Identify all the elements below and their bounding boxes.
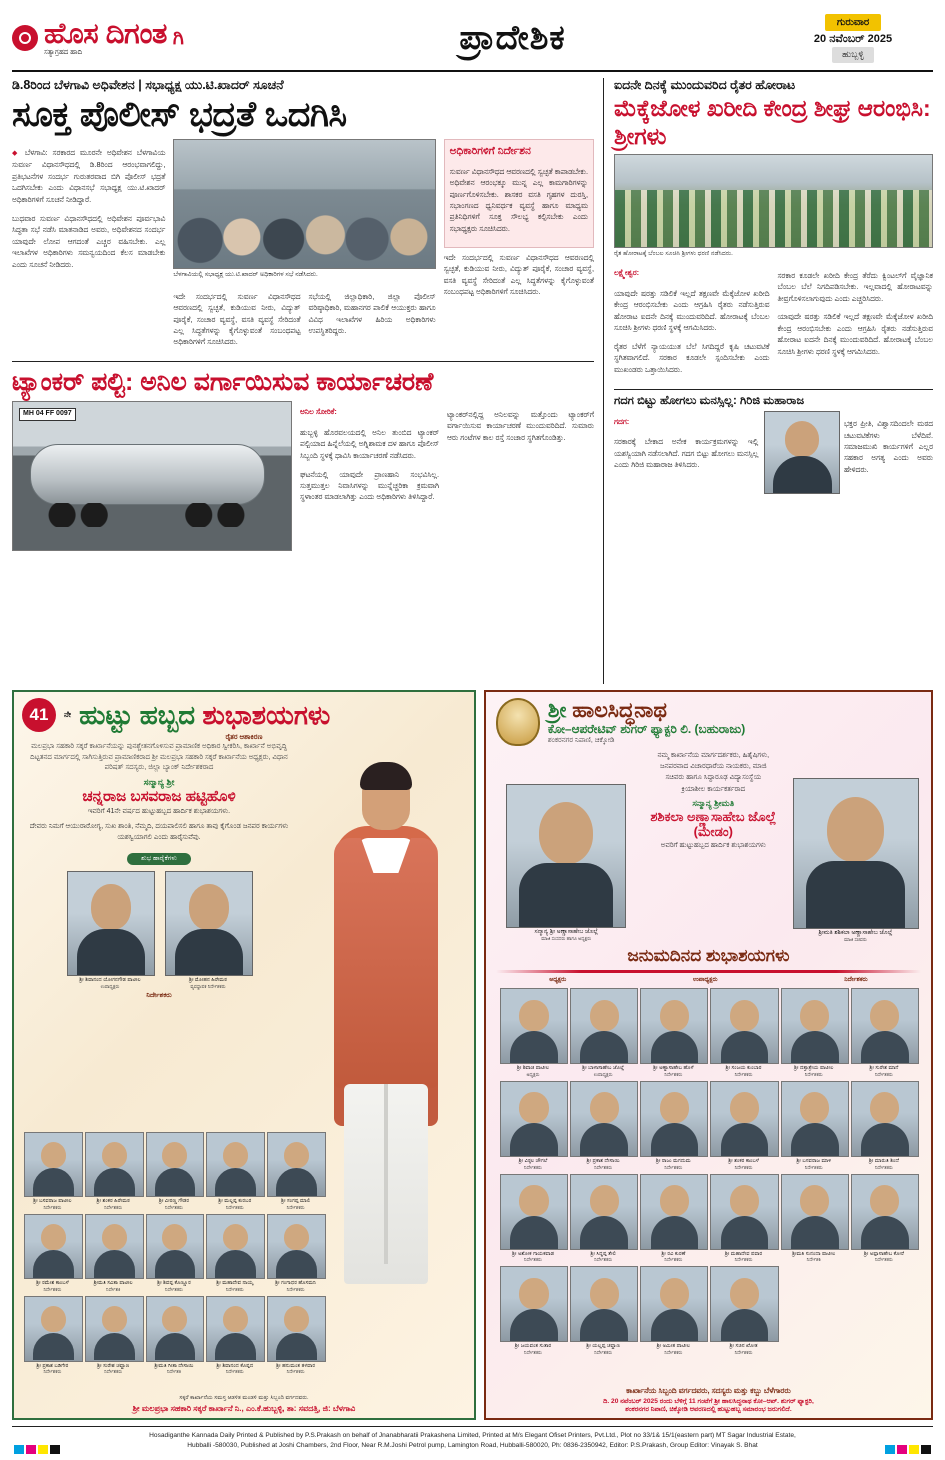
lead-photo-caption: ಬೆಳಗಾವಿಯಲ್ಲಿ ಸಭಾಧ್ಯಕ್ಷ ಯು.ಟಿ.ಖಾದರ್ ಅಧಿಕಾರಿಗಳ ಸಭೆ ನಡೆಸಿದರು. — [173, 271, 318, 279]
ad-right-portrait-left-block — [486, 750, 639, 942]
member-name: ಶ್ರೀ ಸಿದ್ದಪ್ಪ ತೇಲಿ — [590, 1250, 616, 1257]
member-name: ಶ್ರೀ ವೀರಣ್ಣ ಗೌಡರ — [158, 1198, 190, 1205]
member-name: ಶ್ರೀ ಸಂಜಯ ಕುಂಬಾರ — [725, 1065, 762, 1072]
member-name: ಶ್ರೀ ಅಮೀತ ಪಾಟೀಲ — [656, 1343, 691, 1350]
member-role: ನಿರ್ದೇಶಕರು — [286, 1286, 305, 1292]
logo-flourish-icon: ಗಿ — [172, 27, 184, 49]
ad-left-title-part1: ಹುಟ್ಟು ಹಬ್ಬದ — [79, 700, 203, 730]
exec-1-name: ಶ್ರೀ ಶಿವಾನಂದ ಯೋಗನಗೌಡ ಪಾಟೀಲ — [79, 977, 141, 984]
member-role: ನಿರ್ದೇಶಕರು — [664, 1071, 683, 1077]
member-name: ಶ್ರೀ ಬಸವರಾಜ ಪಾಟೀಲ — [33, 1198, 72, 1205]
portrait-left-photo — [506, 784, 626, 928]
list-item — [710, 1081, 776, 1170]
exec-1-photo — [67, 871, 155, 976]
ad-right-org-name: ಹಾಲಸಿದ್ಧನಾಥ — [572, 698, 667, 722]
ad-right-header — [486, 692, 931, 746]
dateline-day: ಗುರುವಾರ — [825, 14, 881, 31]
right-paragraph-2: ಸರಕಾರ ಕೂಡಲೇ ಖರೀದಿ ಕೇಂದ್ರ ತೆರೆದು ಕ್ವಿಂಟಲ್‌ಗೆ ವೈಜ್ಞಾನಿಕ ಬೆಂಬಲ ಬೆಲೆ ನಿಗದಿಪಡಿಸಬೇಕು. ಇಲ್ಲವಾದಲ್ಲಿ ಹೋರಾಟವನ್ನು ತೀವ್ರಗೊಳಿಸಲಾಗುವುದು ಎಂದು ಎಚ್ಚರಿಸಿದರು. — [777, 270, 933, 303]
giriji-col-b — [844, 411, 933, 494]
honoree-name: ಚನ್ನರಾಜ ಬಸವರಾಜ ಹಟ್ಟಿಹೊಳಿ — [82, 787, 236, 805]
avatar — [500, 1174, 568, 1250]
honoree-prefix: ಸನ್ಮಾನ್ಯ ಶ್ರೀ — [143, 776, 175, 787]
ad-right-org — [548, 699, 745, 722]
list-item — [267, 1132, 324, 1210]
member-role: ಉಪಾಧ್ಯಕ್ಷರು — [593, 1071, 613, 1077]
avatar — [851, 1081, 919, 1157]
avatar — [710, 1174, 778, 1250]
avatar — [267, 1132, 326, 1198]
right-headline: ಮೆಕ್ಕೆಜೋಳ ಖರೀದಿ ಕೇಂದ್ರ ಶೀಘ್ರ ಆರಂಭಿಸಿ: ಶ್ರೀಗಳು — [614, 95, 931, 149]
right-paragraph-1: ಯಾವುದೇ ಷರತ್ತು ಸಡಿಲಿಕೆ ಇಲ್ಲದೆ ತಕ್ಷಣವೇ ಮೆಕ್ಕೆಜೋಳ ಖರೀದಿ ಕೇಂದ್ರ ಆರಂಭಿಸಬೇಕು ಎಂದು ಆಗ್ರಹಿಸಿ ರೈತರು ನಡೆಸುತ್ತಿರುವ ಹೋರಾಟ ಐದನೇ ದಿನಕ್ಕೆ ಮುಂದುವರಿದಿದೆ. ಹೋರಾಟಕ್ಕೆ ಬೆಂಬಲ ಸೂಚಿಸಿ ಶ್ರೀಗಳು ಧರಣಿ ಸ್ಥಳಕ್ಕೆ ಆಗಮಿಸಿದರು. — [614, 288, 770, 332]
ad-right-footer — [486, 1386, 931, 1414]
portrait-left-role: ಮಾಜಿ ಸಂಸದರು ಹಾಗೂ ಅಧ್ಯಕ್ಷರು — [541, 936, 592, 942]
member-name: ಶ್ರೀ ಪ್ರಕಾಶ ಬಡಿಗೇರ — [36, 1362, 69, 1369]
member-role: ನಿರ್ದೇಶಕರು — [43, 1286, 62, 1292]
ad-left-intro: ಮಲಪ್ರಭಾ ಸಹಕಾರಿ ಸಕ್ಕರೆ ಕಾರ್ಖಾನೆಯನ್ನು ಪುನಶ್ಚೇತನಗೊಳಿಸುವ ಪ್ರಾಮಾಣಿಕ ಅಧಿಕಾರ ಸ್ವೀಕರಿಸಿ, ಕಾರ್ಖಾನೆ ಅಭಿವೃದ್ಧಿ ದಿಟ್ಟತನದ ಮಾರ್ಗದಲ್ಲಿ ಸಾಗಿಸುತ್ತಿರುವ ಪ್ರಾಮಾಣಿಕರಾದ ಶ್ರೀ ಮಲಪ್ರಭಾ ಸಹಕಾರಿ ಸಕ್ಕರೆ ಕಾರ್ಖಾನೆಯ ಅಧ್ಯಕ್ಷರು, ವಿಧಾನ ಪರಿಷತ್ ಸದಸ್ಯರು, ಜಿಲ್ಲಾ ಬ್ಯಾಂಕ್ ನಿರ್ದೇಶಕರಾದ — [30, 743, 288, 771]
tanker-paragraph-1: ಹುಬ್ಬಳ್ಳಿ ಹೊರವಲಯದಲ್ಲಿ ಅನಿಲ ತುಂಬಿದ ಟ್ಯಾಂಕರ್ ಪಲ್ಟಿಯಾದ ಹಿನ್ನೆಲೆಯಲ್ಲಿ ಅಗ್ನಿಶಾಮಕ ದಳ ಹಾಗೂ ಪೊಲೀಸ್ ಸಿಬ್ಬಂದಿ ಸ್ಥಳಕ್ಕೆ ಧಾವಿಸಿ ಕಾರ್ಯಾಚರಣೆ ನಡೆಸಿದರು. — [300, 427, 440, 460]
color-registration-mark — [26, 1445, 36, 1454]
list-item — [85, 1132, 142, 1210]
list-item — [710, 1174, 776, 1263]
giriji-col-a — [614, 411, 758, 494]
member-role: ನಿರ್ದೇಶಕರು — [734, 1071, 753, 1077]
color-registration-mark — [14, 1445, 24, 1454]
member-name: ಶ್ರೀ ಮಲ್ಲಪ್ಪ ಕುರಬರ — [218, 1198, 252, 1205]
ad-left-top-label: ರೈತರ ಆಶಾಕಿರಣ — [225, 734, 263, 741]
right-paragraph-3: ರೈತರ ಬೆಳೆಗೆ ನ್ಯಾಯಯುತ ಬೆಲೆ ಸಿಗದಿದ್ದರೆ ಕೃಷಿ ಚಟುವಟಿಕೆ ಸ್ಥಗಿತವಾಗಲಿದೆ. ಸರಕಾರ ಕೂಡಲೇ ಸ್ಪಂದಿಸಬೇಕು ಎಂದು ಮುಖಂಡರು ಒತ್ತಾಯಿಸಿದರು. — [614, 341, 770, 374]
honoree-line: ಇವರಿಗೆ 41ನೇ ವರ್ಷದ ಹುಟ್ಟುಹಬ್ಬದ ಹಾರ್ದಿಕ ಶುಭಾಶಯಗಳು. — [87, 807, 231, 815]
avatar — [640, 1266, 708, 1342]
member-name: ಶ್ರೀ ಸಚಿನ ಖೋತ — [729, 1343, 758, 1350]
lead-paragraph-1: ◆ ಬೆಳಗಾವಿ: ಸರಕಾರದ ಮೂರನೇ ಅಧಿವೇಶನ ಬೆಳಗಾವಿಯ ಸುವರ್ಣ ವಿಧಾನಸೌಧದಲ್ಲಿ ಡಿ.8ರಿಂದ ಆರಂಭವಾಗಲಿದ್ದು, ಪ್ರತಿಭಟನೆಗಳ ಸಂದರ್ಭ ಗುರುತರವಾದ ಬಿಗಿ ಪೊಲೀಸ್ ಭದ್ರತೆ ಒದಗಿಸಬೇಕು ಎಂದು ವಿಧಾನಸಭೆ ಸಭಾಧ್ಯಕ್ಷ ಯು.ಟಿ.ಖಾದರ್ ಅಧಿಕಾರಿಗಳಿಗೆ ಸೂಚನೆ ನೀಡಿದ್ದಾರೆ. — [12, 147, 165, 206]
avatar — [710, 1266, 778, 1342]
exec-2 — [165, 871, 251, 989]
avatar — [500, 1081, 568, 1157]
avatar — [570, 1174, 638, 1250]
directors-grid — [20, 1128, 328, 1378]
list-item — [500, 1174, 566, 1263]
member-name: ಶ್ರೀ ಅಣ್ಣಾಸಾಹೇಬ ಹೊಳೆ — [653, 1065, 694, 1072]
right-column — [614, 78, 933, 684]
logo-title: ಹೊಸ ದಿಗಂತ — [44, 17, 167, 50]
list-item — [267, 1214, 324, 1292]
member-role: ನಿರ್ದೇಶಕಿ — [166, 1369, 182, 1374]
member-role: ನಿರ್ದೇಶಕರು — [165, 1286, 183, 1292]
list-item — [640, 1081, 706, 1170]
tanker-bullet-label: ಅನಿಲ ಸೋರಿಕೆ: — [300, 407, 337, 417]
list-item — [781, 1174, 847, 1263]
avatar — [640, 1081, 708, 1157]
list-item — [146, 1214, 203, 1292]
dateline — [773, 14, 933, 63]
member-name: ಶ್ರೀ ಅಪ್ಪಾಸಾಹೇಬ ಕೋರೆ — [863, 1250, 904, 1257]
lead-paragraph-5: ಇದೇ ಸಂದರ್ಭದಲ್ಲಿ ಸುವರ್ಣ ವಿಧಾನಸೌಧದ ಆವರಣದಲ್ಲಿ ಸ್ವಚ್ಛತೆ, ಕುಡಿಯುವ ನೀರು, ವಿದ್ಯುತ್ ಪೂರೈಕೆ, ಸಂಚಾರ ವ್ಯವಸ್ಥೆ, ವಸತಿ ವ್ಯವಸ್ಥೆ ಸೇರಿದಂತೆ ಎಲ್ಲ ಸಿದ್ಧತೆಗಳನ್ನು ಕೈಗೊಳ್ಳುವಂತೆ ಸಂಬಂಧಪಟ್ಟ ಅಧಿಕಾರಿಗಳಿಗೆ ಸೂಚಿಸಿದರು. — [443, 252, 594, 297]
avatar — [146, 1132, 205, 1198]
ad-right-footer-note: ಕಾರ್ಖಾನೆಯ ಸಿಬ್ಬಂದಿ ವರ್ಗದವರು, ಸದಸ್ಯರು ಮತ್ತು ಕಬ್ಬು ಬೆಳೆಗಾರರು — [626, 1386, 791, 1395]
list-item — [24, 1296, 81, 1374]
registration-marks-right — [885, 1445, 931, 1454]
registration-marks-left — [14, 1445, 60, 1454]
avatar — [206, 1296, 265, 1362]
member-name: ಶ್ರೀ ಶಂಕರ ಹಿರೇಮಠ — [96, 1198, 130, 1205]
page-title: ಪ್ರಾದೇಶಿಕ — [459, 18, 566, 57]
member-role: ನಿರ್ದೇಶಕರು — [594, 1349, 613, 1355]
avatar — [206, 1214, 265, 1280]
list-item — [851, 988, 917, 1077]
member-role: ನಿರ್ದೇಶಕರು — [524, 1349, 542, 1355]
portrait-left-name: ಸನ್ಮಾನ್ಯ ಶ್ರೀ ಅಣ್ಣಾಸಾಹೇಬ ಜೊಲ್ಲೆ — [534, 928, 598, 935]
tanker-headline: ಟ್ಯಾಂಕರ್ ಪಲ್ಟಿ: ಅನಿಲ ವರ್ಗಾಯಿಸುವ ಕಾರ್ಯಾಚರಣೆ — [12, 368, 434, 397]
avatar — [267, 1296, 326, 1362]
member-name: ಶ್ರೀಮತಿ ಸುನಂದಾ ಪಾಟೀಲ — [792, 1250, 836, 1257]
farmers-photo-caption: ರೈತ ಹೋರಾಟಕ್ಕೆ ಬೆಂಬಲ ಸೂಚಿಸಿ ಶ್ರೀಗಳು ಧರಣಿ ನಡೆಸಿದರು. — [614, 250, 733, 258]
portrait-right-photo — [793, 778, 919, 929]
member-name: ಶ್ರೀ ಯಲ್ಲಪ್ಪ ಚವ್ಹಾಣ — [586, 1343, 621, 1350]
logo-subtitle: ಸತ್ಯಾಗ್ರಹದ ಹಾದಿ — [44, 48, 83, 56]
member-role: ನಿರ್ದೇಶಕರು — [43, 1204, 62, 1210]
ad-left-footer — [14, 1395, 474, 1414]
list-item — [85, 1296, 142, 1374]
list-item — [710, 988, 776, 1077]
avatar — [710, 988, 778, 1064]
news-area — [12, 72, 933, 684]
list-item — [851, 1174, 917, 1263]
member-role: ನಿರ್ದೇಶಕರು — [874, 1164, 893, 1170]
member-role: ನಿರ್ದೇಶಕರು — [165, 1204, 183, 1210]
ornament-divider — [496, 970, 921, 973]
avatar — [85, 1214, 144, 1280]
officials-directive-title: ಅಧಿಕಾರಿಗಳಿಗೆ ನಿರ್ದೇಶನ — [449, 145, 531, 158]
imprint-line-2: Hubballi -580030, Published at Joshi Chambers, 2nd Floor, Near R.M.Joshi Petrol pump, Lamington Road, Hubballi-580020, Ph: 0836-2350942, Editor: P.S.Prakash, Group Editor: Vinayak S. Bhat — [187, 1442, 758, 1450]
giriji-paragraph-1: ಸರಕಾರಕ್ಕೆ ಬೇಕಾದ ಅನೇಕ ಕಾರ್ಯಕ್ರಮಗಳನ್ನು ಇಲ್ಲಿ ಯಶಸ್ವಿಯಾಗಿ ನಡೆಸಲಾಗಿದೆ. ಗದಗ ಬಿಟ್ಟು ಹೋಗಲು ಮನಸ್ಸಿಲ್ಲ ಎಂದು ಗಿರಿಜಿ ಮಹಾರಾಜ ತಿಳಿಸಿದರು. — [614, 437, 759, 469]
imprint-footer — [12, 1426, 933, 1451]
member-name: ಶ್ರೀ ವಿಠ್ಠಲ ಚೌಗಲೆ — [518, 1158, 548, 1165]
member-role: ನಿರ್ದೇಶಕರು — [594, 1164, 613, 1170]
ad-left-title-part2: ಶುಭಾಶಯಗಳು — [202, 700, 331, 730]
officials-directive-text: ಸುವರ್ಣ ವಿಧಾನಸೌಧದ ಆವರಣದಲ್ಲಿ ಸ್ವಚ್ಛತೆ ಕಾಪಾಡಬೇಕು. ಅಧಿವೇಶನ ಆರಂಭಕ್ಕೂ ಮುನ್ನ ಎಲ್ಲ ಕಾಮಗಾರಿಗಳನ್ನು ಪೂರ್ಣಗೊಳಿಸಬೇಕು. ಶಾಸಕರ ವಸತಿ ಗೃಹಗಳ ದುರಸ್ತಿ, ಸಭಾಂಗಣದ ಧ್ವನಿವರ್ಧಕ ವ್ಯವಸ್ಥೆ ಹಾಗೂ ಮಾಧ್ಯಮ ಪ್ರತಿನಿಧಿಗಳಿಗೆ ಸೂಕ್ತ ಸೌಲಭ್ಯ ಕಲ್ಪಿಸಬೇಕು ಎಂದು ಸಭಾಧ್ಯಕ್ಷರು ಸೂಚಿಸಿದರು. — [449, 166, 588, 233]
list-item — [781, 1081, 847, 1170]
list-item — [851, 1081, 917, 1170]
avatar — [640, 988, 708, 1064]
avatar — [851, 1174, 919, 1250]
list-item — [146, 1296, 203, 1374]
avatar — [851, 988, 919, 1064]
avatar — [500, 988, 568, 1064]
advertisements-area — [12, 690, 933, 1420]
right-col-b — [778, 262, 934, 382]
avatar — [570, 1266, 638, 1342]
exec-1-role: ಉಪಾಧ್ಯಕ್ಷರು — [100, 983, 120, 989]
member-role: ನಿರ್ದೇಶಕರು — [524, 1257, 542, 1263]
member-name: ಶ್ರೀ ದತ್ತಾತ್ರೇಯ ಪಾಟೀಲ — [793, 1065, 834, 1072]
member-name: ಶ್ರೀ ರವಿ ಕುರಣೆ — [661, 1250, 686, 1257]
member-role: ನಿರ್ದೇಶಕರು — [874, 1071, 893, 1077]
ad-left-banner — [14, 692, 474, 734]
ad-right-intro: ನಮ್ಮ ಕಾರ್ಖಾನೆಯ ಮಾರ್ಗದರ್ಶಕರು, ಹಿತೈಷಿಗಳು, ಜನಪರವಾದ ವಿಚಾರಧಾರೆಯ ನಾಯಕರು, ಮಾಜಿ ಸಚಿವರು ಹಾಗೂ ಸಿದ್ಧಾರೂಢ ವಿದ್ಯಾಸಂಸ್ಥೆಯ ಕ್ರಿಯಾಶೀಲ ಕಾರ್ಯಕರ್ತರಾದ — [657, 752, 770, 793]
right-col-a — [614, 262, 770, 382]
giriji-lead-label: ಗದಗ: — [614, 416, 630, 426]
avatar — [570, 1081, 638, 1157]
ad-right-section-title: ಜನುಮದಿನದ ಶುಭಾಶಯಗಳು — [627, 946, 790, 966]
ad-left-title — [79, 702, 330, 728]
birthday-ad-malaprabha[interactable] — [12, 690, 476, 1420]
ad-left-wish: ದೇವರು ನಿಮಗೆ ಆಯುರಾರೋಗ್ಯ, ಸುಖ ಶಾಂತಿ, ನೆಮ್ಮದಿ, ದಯಪಾಲಿಸಲಿ ಹಾಗೂ ತಾವು ಕೈಗೊಂಡ ಜನಪರ ಕಾರ್ಯಗಳು ಯಶಸ್ವಿಯಾಗಲಿ ಎಂದು ಹಾರೈಸುವೆವು. — [29, 822, 289, 841]
portrait-right-name: ಶ್ರೀಮತಿ ಶಶಿಕಲಾ ಅಣ್ಣಾಸಾಹೇಬ ಜೊಲ್ಲೆ — [818, 929, 893, 936]
member-name: ಶ್ರೀ ಸಂಗಪ್ಪ ಮಾಲಿ — [281, 1198, 311, 1205]
dateline-date: 20 ನವೆಂಬರ್ 2025 — [813, 32, 893, 45]
member-name: ಶ್ರೀ ಹನುಮಂತ ತಳವಾರ — [276, 1362, 316, 1369]
ad-right-org-place: ಶಂಕರನಗರ ನಿಪಾಣಿ, ಚಿಕ್ಕೋಡಿ — [547, 737, 615, 745]
tanker-photo — [12, 401, 292, 551]
member-name: ಶ್ರೀ ಶಿವಾನಂದ ಕೊಪ್ಪದ — [216, 1362, 254, 1369]
list-item — [710, 1266, 776, 1355]
color-registration-mark — [38, 1445, 48, 1454]
member-name: ಶ್ರೀ ಮಹಾದೇವ ಪವಾರ — [724, 1250, 763, 1257]
logo-emblem-icon — [12, 25, 38, 51]
member-role: ನಿರ್ದೇಶಕರು — [225, 1369, 244, 1374]
ad-left-ribbon: ಶುಭ ಹಾರೈಕೆಗಳು — [127, 853, 191, 865]
masthead — [12, 10, 933, 72]
member-role: ನಿರ್ದೇಶಕರು — [804, 1164, 823, 1170]
list-item — [206, 1296, 263, 1374]
member-role: ನಿರ್ದೇಶಕರು — [286, 1369, 305, 1374]
imprint-line-1: Hosadiganthe Kannada Daily Printed & Published by P.S.Prakash on behalf of Jnanabharatii Prakashena Limited, Printed at M/s Elegant Ofiset Printers, Pvt.Ltd., Plot no 33/1& 15/1(eastern part) MT Sagar Industrial Estate, — [149, 1432, 796, 1439]
avatar — [146, 1296, 205, 1362]
ad-right-footer-event2: ಶಂಕರನಗರ ನಿಪಾಣಿ, ಚಿಕ್ಕೋಡಿ ಆವರಣದಲ್ಲಿ ಹುಟ್ಟುಹಬ್ಬ ಸಮಾರಂಭ ಜರುಗಲಿದೆ. — [625, 1406, 792, 1413]
ad-right-org-prefix: ಶ್ರೀ — [547, 698, 567, 722]
list-item — [570, 1266, 636, 1355]
avatar — [710, 1081, 778, 1157]
member-role: ನಿರ್ದೇಶಕರು — [524, 1164, 542, 1170]
tanker-photo-block — [12, 401, 292, 551]
label-president: ಅಧ್ಯಕ್ಷರು — [549, 977, 567, 984]
list-item — [640, 1266, 706, 1355]
member-name: ಶ್ರೀ ಮಹಾದೇವ ನಾಯ್ಕ — [216, 1280, 254, 1287]
list-item — [500, 1266, 566, 1355]
avatar — [85, 1296, 144, 1362]
list-item — [267, 1296, 324, 1374]
member-name: ಶ್ರೀ ಸುರೇಶ ಮಾನೆ — [869, 1065, 899, 1072]
avatar — [146, 1214, 205, 1280]
color-registration-mark — [921, 1445, 931, 1454]
tanker-paragraph-2: ಟ್ಯಾಂಕರ್‌ನಲ್ಲಿದ್ದ ಅನಿಲವನ್ನು ಮತ್ತೊಂದು ಟ್ಯಾಂಕರ್‌ಗೆ ವರ್ಗಾಯಿಸುವ ಕಾರ್ಯಾಚರಣೆ ಮುಂದುವರಿದಿದೆ. ಸುಮಾರು ಆರು ಗಂಟೆಗಳ ಕಾಲ ರಸ್ತೆ ಸಂಚಾರ ಸ್ಥಗಿತಗೊಂಡಿತ್ತು. — [447, 409, 594, 442]
giriji-headline: ಗದಗ ಬಿಟ್ಟು ಹೋಗಲು ಮನಸ್ಸಿಲ್ಲ: ಗಿರಿಜಿ ಮಹಾರಾಜ — [614, 394, 805, 407]
list-item — [500, 1081, 566, 1170]
ad-right-portrait-right-block — [788, 750, 931, 942]
avatar — [24, 1132, 83, 1198]
member-role: ನಿರ್ದೇಶಕರು — [734, 1164, 753, 1170]
member-role: ಅಧ್ಯಕ್ಷರು — [526, 1071, 540, 1077]
members-grid — [486, 984, 931, 1359]
member-role: ನಿರ್ದೇಶಕರು — [664, 1257, 683, 1263]
avatar — [500, 1266, 568, 1342]
member-role: ನಿರ್ದೇಶಕರು — [286, 1204, 305, 1210]
ad-right-column-labels — [486, 977, 931, 984]
farmers-photo — [614, 154, 933, 248]
portrait-right-role: ಮಾಜಿ ಸಚಿವರು — [844, 937, 867, 943]
avatar — [85, 1132, 144, 1198]
member-name: ಶ್ರೀ ಶಂಕರ ಕಾಂಬಳೆ — [728, 1158, 759, 1165]
list-item — [206, 1132, 263, 1210]
lead-paragraph-4: ಸಭೆಯಲ್ಲಿ ಜಿಲ್ಲಾಧಿಕಾರಿ, ಜಿಲ್ಲಾ ಪೊಲೀಸ್ ವರಿಷ್ಠಾಧಿಕಾರಿ, ಮಹಾನಗರ ಪಾಲಿಕೆ ಆಯುಕ್ತರು ಹಾಗೂ ವಿವಿಧ ಇಲಾಖೆಗಳ ಹಿರಿಯ ಅಧಿಕಾರಿಗಳು ಉಪಸ್ಥಿತರಿದ್ದರು. — [308, 291, 436, 335]
honoree-portrait — [306, 754, 466, 1314]
left-column — [12, 78, 604, 684]
member-name: ಶ್ರೀ ರಾಜು ಮಗದುಮ — [655, 1158, 691, 1165]
member-role: ನಿರ್ದೇಶಕರು — [664, 1349, 683, 1355]
avatar — [267, 1214, 326, 1280]
lead-kicker: ಡಿ.8ರಿಂದ ಬೆಳಗಾವಿ ಅಧಿವೇಶನ | ಸಭಾಧ್ಯಕ್ಷ ಯು.ಟಿ.ಖಾದರ್ ಸೂಚನೆ — [12, 78, 284, 92]
ad-right-footer-event: ದಿ. 20 ನವೆಂಬರ್ 2025 ರಂದು ಬೆಳಿಗ್ಗೆ 11 ಗಂಟೆಗೆ ಶ್ರೀ ಹಾಲಸಿದ್ಧನಾಥ ಕೋ–ಆಪ್. ಶುಗರ್ ಫ್ಯಾಕ್ಟರಿ, — [603, 1398, 814, 1405]
lead-photo-block — [173, 139, 435, 355]
giriji-paragraph-2: ಭಕ್ತರ ಪ್ರೀತಿ, ವಿಶ್ವಾಸದಿಂದಲೇ ಮಠದ ಚಟುವಟಿಕೆಗಳು ಬೆಳೆದಿವೆ. ಸಮಾಜಮುಖಿ ಕಾರ್ಯಗಳಿಗೆ ಎಲ್ಲರ ಸಹಕಾರ ಅಗತ್ಯ ಎಂದು ಅವರು ಹೇಳಿದರು. — [843, 419, 933, 474]
giriji-photo-block — [764, 411, 838, 494]
lead-sidebox-col — [444, 139, 594, 355]
exec-2-name: ಶ್ರೀ ಮೋಹನ ಹಿರೇಮಠ — [189, 977, 227, 984]
member-name: ಶ್ರೀ ಗಂಗಾಧರ ಹೊಸಮನಿ — [275, 1280, 317, 1287]
exec-2-photo — [165, 871, 253, 976]
avatar — [24, 1296, 83, 1362]
age-badge-suffix: ನೇ — [64, 710, 72, 719]
tanker-paragraph-3: ಘಟನೆಯಲ್ಲಿ ಯಾವುದೇ ಪ್ರಾಣಹಾನಿ ಸಂಭವಿಸಿಲ್ಲ. ಸುತ್ತಮುತ್ತಲ ನಿವಾಸಿಗಳನ್ನು ಮುನ್ನೆಚ್ಚರಿಕಾ ಕ್ರಮವಾಗಿ ಸ್ಥಳಾಂತರ ಮಾಡಲಾಗಿತ್ತು ಎಂದು ಅಧಿಕಾರಿಗಳು ತಿಳಿಸಿದ್ದಾರೆ. — [300, 469, 440, 502]
tanker-col-2 — [447, 401, 594, 551]
tanker-number-plate: MH 04 FF 0097 — [19, 408, 76, 420]
list-item — [24, 1214, 81, 1292]
member-name: ಶ್ರೀ ಬಾಳಾಸಾಹೇಬ ಜೊಲ್ಲೆ — [582, 1065, 625, 1072]
list-item — [640, 988, 706, 1077]
avatar — [24, 1214, 83, 1280]
member-role: ನಿರ್ದೇಶಕರು — [594, 1257, 613, 1263]
list-item — [640, 1174, 706, 1263]
label-directors: ನಿರ್ದೇಶಕರು — [844, 977, 868, 984]
ad-right-honoree-sub: ಅವರಿಗೆ ಹುಟ್ಟುಹಬ್ಬದ ಹಾರ್ದಿಕ ಶುಭಾಶಯಗಳು — [660, 841, 766, 849]
dateline-city: ಹುಬ್ಬಳ್ಳಿ — [832, 47, 874, 63]
member-name: ಶ್ರೀ ಶಿವಪ್ಪ ಕೊಣ್ಣೂರ — [157, 1280, 191, 1287]
avatar — [781, 1174, 849, 1250]
color-registration-mark — [50, 1445, 60, 1454]
tanker-col-1 — [300, 401, 439, 551]
left-divider — [12, 361, 594, 362]
right-kicker: ಐದನೇ ದಿನಕ್ಕೆ ಮುಂದುವರಿದ ರೈತರ ಹೋರಾಟ — [614, 78, 796, 92]
lead-body-block — [12, 139, 594, 355]
newspaper-logo[interactable] — [12, 17, 252, 57]
lead-photo — [173, 139, 435, 269]
right-paragraph-4: ಯಾವುದೇ ಷರತ್ತು ಸಡಿಲಿಕೆ ಇಲ್ಲದೆ ತಕ್ಷಣವೇ ಮೆಕ್ಕೆಜೋಳ ಖರೀದಿ ಕೇಂದ್ರ ಆರಂಭಿಸಬೇಕು ಎಂದು ಆಗ್ರಹಿಸಿ ರೈತರು ನಡೆಸುತ್ತಿರುವ ಹೋರಾಟ ಐದನೇ ದಿನಕ್ಕೆ ಮುಂದುವರಿದಿದೆ. ಹೋರಾಟಕ್ಕೆ ಬೆಂಬಲ ಸೂಚಿಸಿ ಶ್ರೀಗಳು ಧರಣಿ ಸ್ಥಳಕ್ಕೆ ಆಗಮಿಸಿದರು. — [777, 312, 933, 356]
member-name: ಶ್ರೀ ಪ್ರಕಾಶ ದೇಸಾಯಿ — [586, 1158, 620, 1165]
birthday-ad-halasiddhanath[interactable] — [484, 690, 933, 1420]
lead-paragraph-3: ಇದೇ ಸಂದರ್ಭದಲ್ಲಿ ಸುವರ್ಣ ವಿಧಾನಸೌಧದ ಆವರಣದಲ್ಲಿ ಸ್ವಚ್ಛತೆ, ಕುಡಿಯುವ ನೀರು, ವಿದ್ಯುತ್ ಪೂರೈಕೆ, ಸಂಚಾರ ವ್ಯವಸ್ಥೆ, ವಸತಿ ವ್ಯವಸ್ಥೆ ಸೇರಿದಂತೆ ಎಲ್ಲ ಸಿದ್ಧತೆಗಳನ್ನು ಕೈಗೊಳ್ಳುವಂತೆ ಸಂಬಂಧಪಟ್ಟ ಅಧಿಕಾರಿಗಳಿಗೆ ಸೂಚಿಸಿದರು. — [173, 291, 301, 347]
list-item — [500, 988, 566, 1077]
list-item — [24, 1132, 81, 1210]
member-name: ಶ್ರೀ ರಮೇಶ ಕಾಂಬಳೆ — [36, 1280, 69, 1287]
list-item — [570, 1081, 636, 1170]
right-divider — [614, 389, 933, 390]
member-role: ನಿರ್ದೇಶಕರು — [734, 1257, 753, 1263]
member-role: ನಿರ್ದೇಶಕಿ — [106, 1286, 121, 1292]
member-name: ಶ್ರೀ ಶಿವಾಜಿ ಪಾಟೀಲ — [516, 1065, 550, 1072]
ad-left-footer-note: ಸಕ್ಕರೆ ಕಾರ್ಖಾನೆಯ ಸಮಸ್ತ ಆಡಳಿತ ಮಂಡಳಿ ಮತ್ತು ಸಿಬ್ಬಂದಿ ವರ್ಗದವರು. — [179, 1395, 309, 1401]
lead-headline: ಸೂಕ್ತ ಪೊಲೀಸ್ ಭದ್ರತೆ ಒದಗಿಸಿ — [12, 95, 347, 134]
list-item — [85, 1214, 142, 1292]
color-registration-mark — [885, 1445, 895, 1454]
officials-directive-box — [444, 139, 594, 248]
list-item — [570, 988, 636, 1077]
member-name: ಶ್ರೀ ಮಾರುತಿ ಶಿಂದೆ — [868, 1158, 899, 1165]
ad-left-footer-org: ಶ್ರೀ ಮಲಪ್ರಭಾ ಸಹಕಾರಿ ಸಕ್ಕರೆ ಕಾರ್ಖಾನೆ ನಿ., ಎಂ.ಕೆ.ಹುಬ್ಬಳ್ಳಿ, ತಾ: ಸವದತ್ತಿ, ಜಿ: ಬೆಳಗಾವಿ — [132, 1404, 356, 1413]
list-item — [206, 1214, 263, 1292]
member-role: ನಿರ್ದೇಶಕರು — [225, 1286, 244, 1292]
giriji-photo — [764, 411, 840, 494]
member-role: ನಿರ್ದೇಶಕರು — [734, 1349, 753, 1355]
ad-right-honoree-name: ಶಶಿಕಲಾ ಅಣ್ಣಾಸಾಹೇಬ ಜೊಲ್ಲೆ (ಮೇಡಂ) — [650, 808, 777, 840]
member-role: ನಿರ್ದೇಶಕರು — [804, 1071, 823, 1077]
member-name: ಶ್ರೀಮತಿ ಸವಿತಾ ಪಾಟೀಲ — [93, 1280, 133, 1287]
exec-2-role: ವ್ಯವಸ್ಥಾಪಕ ನಿರ್ದೇಶಕರು — [190, 983, 226, 989]
member-role: ನಿರ್ದೇಶಕರು — [104, 1369, 123, 1374]
guru-crest-icon — [496, 698, 540, 746]
directors-label: ನಿರ್ದೇಶಕರು — [146, 991, 172, 999]
member-role: ನಿರ್ದೇಶಕರು — [225, 1204, 244, 1210]
member-role: ನಿರ್ದೇಶಕರು — [664, 1164, 683, 1170]
avatar — [781, 1081, 849, 1157]
lead-col-1 — [12, 139, 165, 355]
color-registration-mark — [909, 1445, 919, 1454]
ad-right-org-name2: ಕೋ–ಆಪರೇಟಿವ್ ಶುಗರ್ ಫ್ಯಾಕ್ಟರಿ ಲಿ. (ಬಹುರಾಜು) — [547, 722, 746, 737]
member-name: ಶ್ರೀಮತಿ ಗೀತಾ ದೇಸಾಯಿ — [154, 1362, 194, 1369]
ad-right-honoree-prefix: ಸನ್ಮಾನ್ಯ ಶ್ರೀಮತಿ — [692, 797, 735, 808]
avatar — [570, 988, 638, 1064]
member-name: ಶ್ರೀ ಬಸವರಾಜ ಮಾಳಿ — [796, 1158, 832, 1165]
member-name: ಶ್ರೀ ಸುರೇಶ ಚವ್ಹಾಣ — [97, 1362, 130, 1369]
member-name: ಶ್ರೀ ಅಶೋಕ ಗಾಯಕವಾಡ — [511, 1250, 555, 1257]
right-lead-label: ಲಕ್ಷ್ಮೇಶ್ವರ: — [614, 268, 640, 278]
ad-right-text-block — [639, 750, 788, 942]
member-role: ನಿರ್ದೇಶಕರು — [43, 1369, 62, 1374]
member-role: ನಿರ್ದೇಶಕಿ — [806, 1257, 821, 1263]
avatar — [206, 1132, 265, 1198]
color-registration-mark — [897, 1445, 907, 1454]
age-badge: 41 — [22, 698, 56, 732]
list-item — [781, 988, 847, 1077]
member-role: ನಿರ್ದೇಶಕರು — [874, 1257, 893, 1263]
list-item — [146, 1132, 203, 1210]
avatar — [781, 988, 849, 1064]
member-name: ಶ್ರೀ ಜಯವಂತ ಸುತಾರ — [514, 1343, 552, 1350]
avatar — [640, 1174, 708, 1250]
label-vice-president: ಉಪಾಧ್ಯಕ್ಷರು — [692, 977, 718, 984]
member-role: ನಿರ್ದೇಶಕರು — [104, 1204, 123, 1210]
lead-paragraph-2: ಬುಧವಾರ ಸುವರ್ಣ ವಿಧಾನಸೌಧದಲ್ಲಿ ಅಧಿವೇಶನ ಪೂರ್ವಭಾವಿ ಸಿದ್ಧತಾ ಸಭೆ ನಡೆಸಿ ಮಾತನಾಡಿದ ಅವರು, ಅಧಿವೇಶನದ ಸಂದರ್ಭ ಯಾವುದೇ ಲೋಪ ಆಗದಂತೆ ಎಚ್ಚರ ವಹಿಸಬೇಕು. ಎಲ್ಲ ಇಲಾಖೆಗಳ ಅಧಿಕಾರಿಗಳು ಸಮನ್ವಯದಿಂದ ಕೆಲಸ ಮಾಡಬೇಕು ಎಂದು ಸೂಚನೆ ನೀಡಿದರು. — [12, 213, 166, 269]
list-item — [570, 1174, 636, 1263]
exec-1 — [67, 871, 153, 989]
